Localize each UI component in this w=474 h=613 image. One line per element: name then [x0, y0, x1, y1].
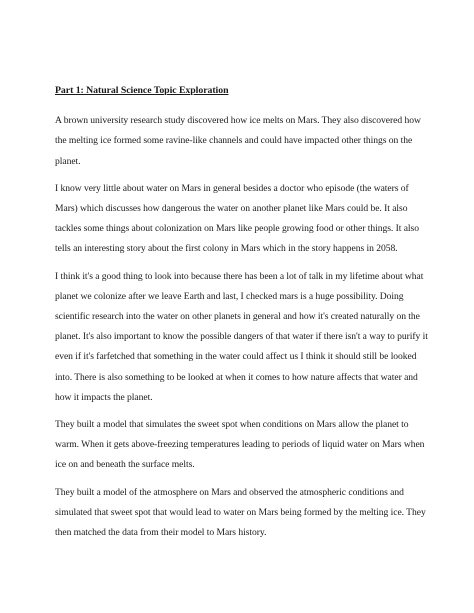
document-body: [55, 81, 430, 550]
paragraph-5: They built a model of the atmosphere on Mars and observed the atmospheric conditions and simulated that sweet spot that would lead to water on Mars being formed by the melting ice. They then matched the data from their model to Mars history.: [55, 486, 426, 539]
paragraph-1: A brown university research study discovered how ice melts on Mars. They also discovered how the melting ice formed some ravine-like channels and could have impacted other things on the planet.: [55, 115, 421, 167]
paragraph-4: They built a model that simulates the sweet spot when conditions on Mars allow the planet to warm. When it gets above-freezing temperatures leading to periods of liquid water on Mars when ice on and beneath the surface melts.: [55, 419, 425, 471]
section-heading: Part 1: Natural Science Topic Exploration: [55, 85, 229, 96]
paragraph-2: I know very little about water on Mars in general besides a doctor who episode (the waters of Mars) which discusses how dangerous the water on another planet like Mars could be. It also tackles some things about colonization on Mars like people growing food or other things. It also tells an interesting story about the first colony in Mars which in the story happens in 2058.: [55, 182, 419, 255]
paragraph-3: I think it's a good thing to look into because there has been a lot of talk in my lifetime about what planet we colonize after we leave Earth and last, I checked mars is a huge possibility. Doing scientific research into the water on other planets in general and how it's created naturally on the planet. It's also important to know the possible dangers of that water if there isn't a way to purify it even if it's farfetched that something in the water could affect us I think it should still be looked into. There is also something to be looked at when it comes to how nature affects that water and how it impacts the planet.: [55, 270, 428, 403]
